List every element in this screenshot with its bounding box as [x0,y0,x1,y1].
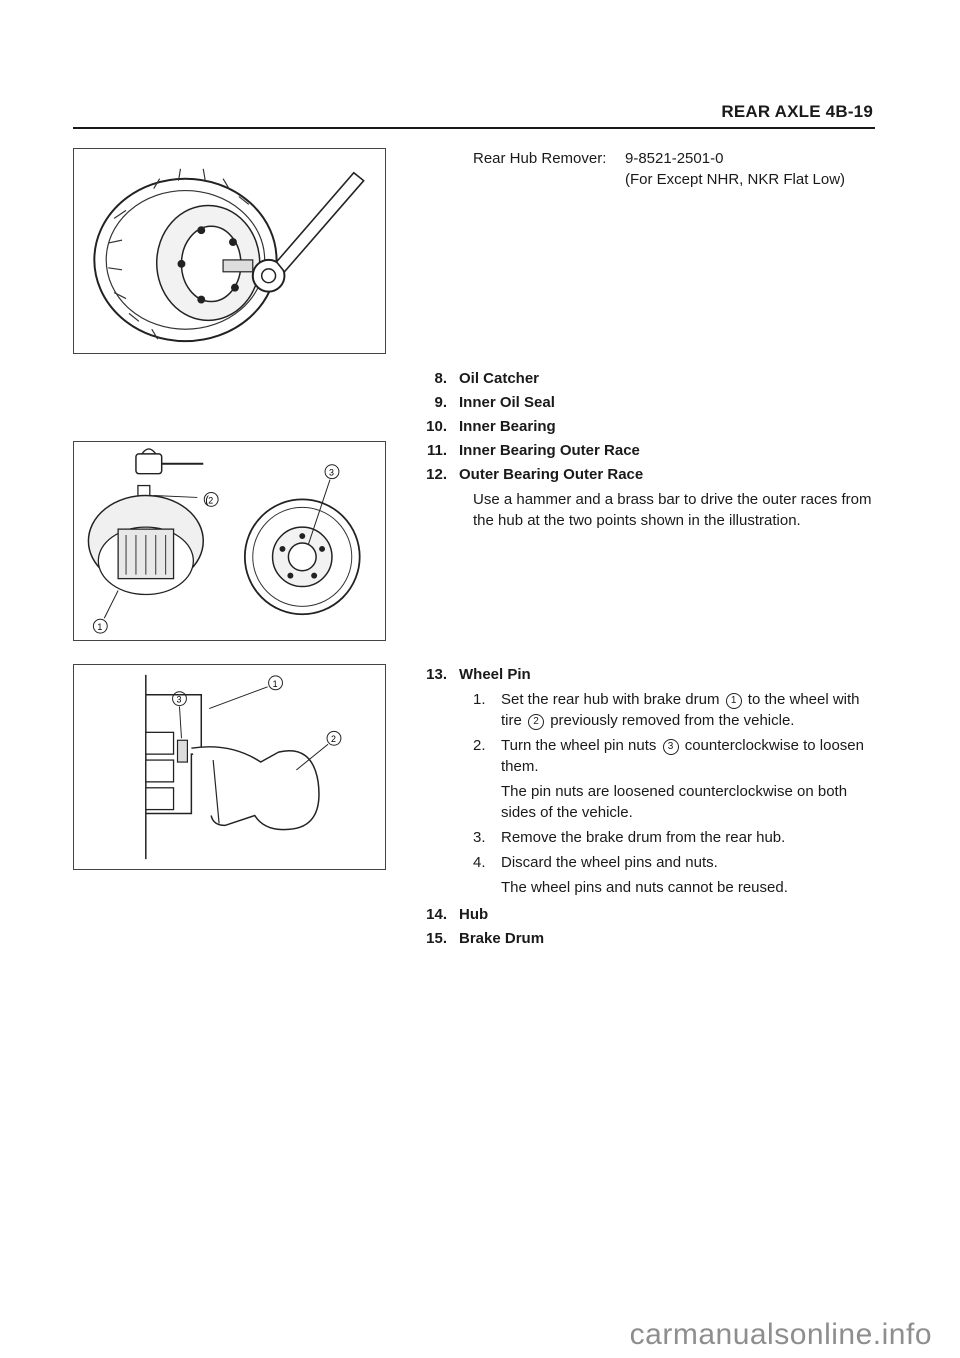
callout-3b-label: 3 [176,694,182,705]
svg-text:(: ( [205,494,209,507]
substep-1: 1. Set the rear hub with brake drum 1 to the wheel with tire 2 previously removed from the vehicle. [473,691,860,729]
tool-spec [473,148,845,190]
substep-4: 4. Discard the wheel pins and nuts. [473,854,718,871]
callout-2b-label: 2 [331,734,336,745]
substep-3: 3. Remove the brake drum from the rear hub. [473,829,786,846]
tool-note: (For Except NHR, NKR Flat Low) [625,171,846,188]
step-item: 10. Inner Bearing [426,418,556,435]
callout-3-marker: 3 [663,739,679,755]
step-item: 11. Inner Bearing Outer Race [426,442,640,459]
hub-remover-illustration [74,149,385,353]
callout-3-label: 3 [328,467,334,478]
header-rule [73,127,875,129]
step-item: 15. Brake Drum [426,930,545,947]
tool-part-number: 9-8521-2501-0 [625,150,724,167]
step-13 [414,664,884,898]
steps-14-15 [414,904,884,952]
figure-race-removal [73,441,386,641]
race-removal-illustration [74,442,385,640]
page-header [0,0,960,130]
callout-1-label: 1 [97,622,103,633]
page-title: REAR AXLE 4B-19 [721,102,873,121]
step-12-description: Use a hammer and a brass bar to drive the outer races from the hub at the two points shown in the illustration. [473,491,872,529]
tool-label: Rear Hub Remover: [473,150,607,167]
steps-8-12 [414,368,884,531]
substep-2-note: The pin nuts are loosened counterclockwise on both sides of the vehicle. [501,783,848,821]
callout-2-label: 2 [208,495,214,506]
callout-1-marker: 1 [726,693,742,709]
figure-wheel-pin [73,664,386,870]
wheel-pin-illustration [74,665,385,869]
substep-2: 2. Turn the wheel pin nuts 3 counterclockwise to loosen them. [473,737,864,775]
callout-1b-label: 1 [272,678,278,689]
step-item: 12. Outer Bearing Outer Race [426,466,644,483]
step-item: 14. Hub [426,906,489,923]
step-item: 9. Inner Oil Seal [434,394,555,411]
substep-4-note: The wheel pins and nuts cannot be reused. [501,879,788,896]
callout-2-marker: 2 [528,714,544,730]
step-item: 13. Wheel Pin [426,666,531,683]
step-item: 8. Oil Catcher [434,370,540,387]
watermark: carmanualsonline.info [629,1318,932,1351]
figure-hub-remover [73,148,386,354]
